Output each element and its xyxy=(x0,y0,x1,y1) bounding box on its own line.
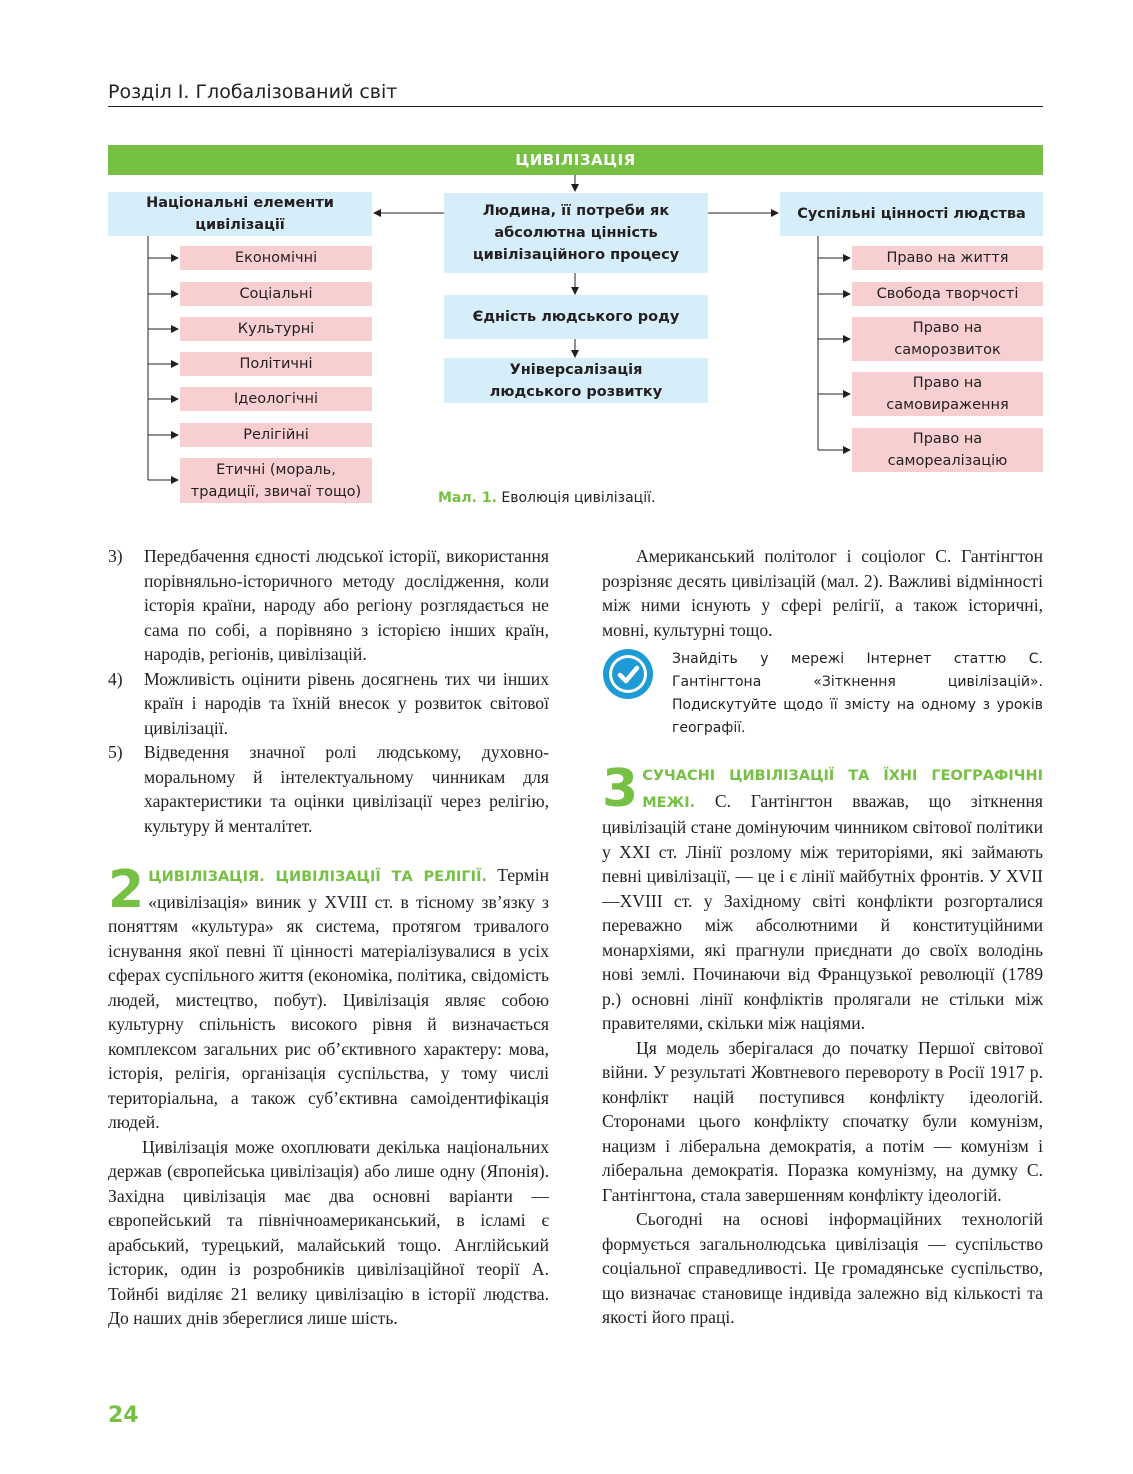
right-column xyxy=(602,544,1043,1330)
list-item-5 xyxy=(108,740,549,838)
paragraph: Американський політолог і соціолог С. Гантінгтон розрізняє десять цивілізацій (мал. 2). Важливі відмінності між ними існують у сфері релігії, а також історичні, мовні, культурні тощо. xyxy=(602,546,1043,640)
section-2 xyxy=(108,863,549,1135)
paragraph: Сьогодні на основі інформаційних технологій формується загальнолюдська цивілізація — суспільство соціальної справедливості. Це громадянське суспільство, що визначає становище індивіда залежно від кількості та якості його праці. xyxy=(602,1209,1043,1327)
left-item-cultural: Культурні xyxy=(180,317,372,341)
left-item-ideological: Ідеологічні xyxy=(180,387,372,411)
list-item-3 xyxy=(108,544,549,667)
section-3 xyxy=(602,762,1043,1036)
section-text: С. Гантінгтон вважав, що зіткнення цивілізацій стане домінуючим чинником світової політики у XXI ст. Лінії розлому між територіями, які займають певні цивілізації, — це і є лінії майбутніх фронтів. У XVII—XVIII ст. у Західному світі конфлікти розгорталися переважно між абсолютними й конституційними монархіями, які прагнули приєднати до своїх володінь нові землі. Починаючи від Французької революції (1789 р.) основні лінії конфліктів пролягали не стільки між правителями, скільки між націями. xyxy=(602,790,1043,1033)
diagram-top-civilization: ЦИВІЛІЗАЦІЯ xyxy=(108,145,1043,175)
section-number: 3 xyxy=(602,762,639,819)
right-head-box: Суспільні цінності людства xyxy=(780,192,1043,236)
left-item-social: Соціальні xyxy=(180,282,372,306)
right-item-self-expression: Право на самовираження xyxy=(852,372,1043,416)
running-header: Розділ І. Глобалізований світ xyxy=(108,81,398,103)
left-head-box: Національні елементи цивілізації xyxy=(108,192,372,236)
checkmark-icon xyxy=(602,648,654,700)
left-item-political: Політичні xyxy=(180,352,372,376)
center-box-unity: Єдність людського роду xyxy=(444,295,708,339)
task-text: Знайдіть у мережі Інтернет статтю С. Гантінгтона «Зіткнення цивілізацій». Подискутуйте щодо її змісту на одному з уроків географії. xyxy=(672,651,1043,736)
caption-label: Мал. 1. xyxy=(438,490,497,506)
list-text: Передбачення єдності людської історії, використання порівняльно-історичного методу дослідження, коли історія країни, народу або регіону розглядається не сама по собі, а порівняно з історією інших країн, народів, регіонів, цивілізацій. xyxy=(144,546,549,664)
section-number: 2 xyxy=(108,863,145,920)
right-item-creativity: Свобода творчості xyxy=(852,282,1043,306)
left-item-economic: Економічні xyxy=(180,246,372,270)
list-text: Відведення значної ролі людському, духовно-моральному й інтелектуальному чинникам для характеристики та оцінки цивілізації через релігію, культуру й менталітет. xyxy=(144,742,549,836)
left-column xyxy=(108,544,549,1331)
page-number: 24 xyxy=(108,1403,139,1428)
section-title: ЦИВІЛІЗАЦІЯ. ЦИВІЛІЗАЦІЇ ТА РЕЛІГІЇ. xyxy=(148,869,487,885)
right-item-self-realization: Право на самореалізацію xyxy=(852,428,1043,472)
figure-caption xyxy=(438,490,655,506)
paragraph: Цивілізація може охоплювати декілька національних держав (європейська цивілізація) або лише одну (Японія). Західна цивілізація має два основні варіанти — європейський та північноамериканський, в ісламі є арабський, турецький, малайський тощо. Англійський історик, один із розробників цивілізаційної теорії А. Тойнбі виділяє 21 велику цивілізацію в історії людства. До наших днів збереглися лише шість. xyxy=(108,1136,549,1328)
section-title: СУЧАСНІ ЦИВІЛІЗАЦІЇ ТА ЇХНІ ГЕОГРАФІЧНІ МЕЖІ. xyxy=(642,768,1043,811)
list-number: 3) xyxy=(108,546,123,566)
right-item-life: Право на життя xyxy=(852,246,1043,270)
list-item-4 xyxy=(108,667,549,741)
center-box-universalization: Універсалізація людського розвитку xyxy=(444,358,708,403)
left-item-ethical: Етичні (мораль, традиції, звичаї тощо) xyxy=(180,458,372,503)
task-block xyxy=(602,648,1043,740)
list-number: 4) xyxy=(108,668,123,689)
section-text: Термін «цивілізація» виник у XVIII ст. в тісному зв’язку з поняттям «культура» як система, протягом тривалого існування якої певні її цінності матеріалізувалися в усіх сферах суспільного життя (економіка, політика, свідомість людей, мистецтво, побут). Цивілізація являє собою культурну спільність високого рівня й визначається комплексом загальних рис об’єктивного характеру: мова, історія, релігія, організація суспільства, у тому числі територіальна, а також суб’єктивна самоідентифікація людей. xyxy=(108,865,549,1132)
center-box-human: Людина, її потреби як абсолютна цінність цивілізаційного процесу xyxy=(444,193,708,273)
right-item-self-development: Право на саморозвиток xyxy=(852,317,1043,361)
paragraph: Ця модель зберігалася до початку Першої світової війни. У результаті Жовтневого перевороту в Росії 1917 р. конфлікт націй поступився конфлікту ідеологій. Сторонами цього конфлікту спочатку були комунізм, нацизм і ліберальна демократія, а потім — комунізм і ліберальна демократія. Поразка комунізму, на думку С. Гантінгтона, стала завершенням конфлікту ідеологій. xyxy=(602,1037,1043,1205)
caption-text: Еволюція цивілізації. xyxy=(501,490,656,506)
list-text: Можливість оцінити рівень досягнень тих чи інших країн і народів та їхній внесок у розвиток світової цивілізації. xyxy=(144,668,549,738)
list-number: 5) xyxy=(108,742,123,762)
left-item-religious: Релігійні xyxy=(180,423,372,447)
